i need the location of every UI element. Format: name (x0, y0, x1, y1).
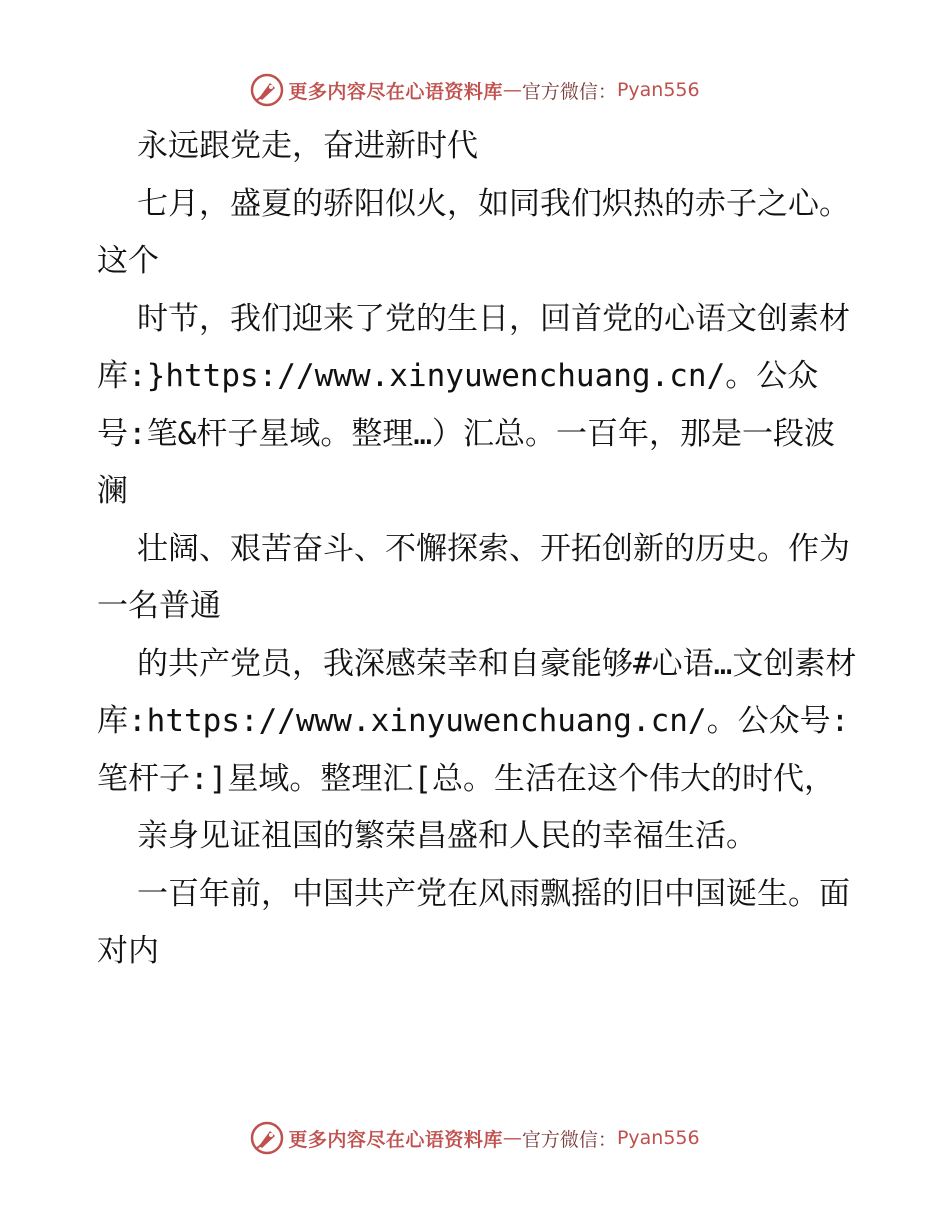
banner-dash: — (502, 79, 522, 101)
document-paragraph: 时节，我们迎来了党的生日，回首党的心语文创素材库:}https://www.xinyuwenchuang.cn/。公众号:笔&杆子星域。整理…）汇总。一百年，那是一段波澜 (97, 300, 850, 509)
banner-wechat-id: Pyan556 (616, 79, 700, 101)
banner-official-label: 官方微信： (521, 1128, 617, 1151)
pen-nib-logo-icon (250, 73, 284, 107)
banner-dash: — (502, 1127, 522, 1149)
document-paragraph: 亲身见证祖国的繁荣昌盛和人民的幸福生活。 (137, 818, 757, 854)
document-paragraph: 七月，盛夏的骄阳似火，如同我们炽热的赤子之心。这个 (97, 185, 850, 279)
document-paragraph: 一百年前，中国共产党在风雨飘摇的旧中国诞生。面对内 (97, 875, 850, 969)
pen-nib-logo-icon (250, 1121, 284, 1155)
document-body (97, 118, 857, 981)
banner-official-label: 官方微信： (521, 80, 617, 103)
document-paragraph: 永远跟党走，奋进新时代 (137, 128, 478, 164)
footer-banner (0, 1118, 950, 1158)
banner-brand-text: 更多内容尽在心语资料库 (288, 1128, 503, 1151)
banner-brand-text: 更多内容尽在心语资料库 (288, 80, 503, 103)
document-paragraph: 壮阔、艰苦奋斗、不懈探索、开拓创新的历史。作为一名普通 (97, 530, 850, 624)
document-paragraph: 的共产党员，我深感荣幸和自豪能够#心语…文创素材库:https://www.xinyuwenchuang.cn/。公众号:笔杆子:]星域。整理汇[总。生活在这个伟大的时代， (97, 645, 857, 797)
header-banner (0, 70, 950, 110)
banner-wechat-id: Pyan556 (616, 1127, 700, 1149)
